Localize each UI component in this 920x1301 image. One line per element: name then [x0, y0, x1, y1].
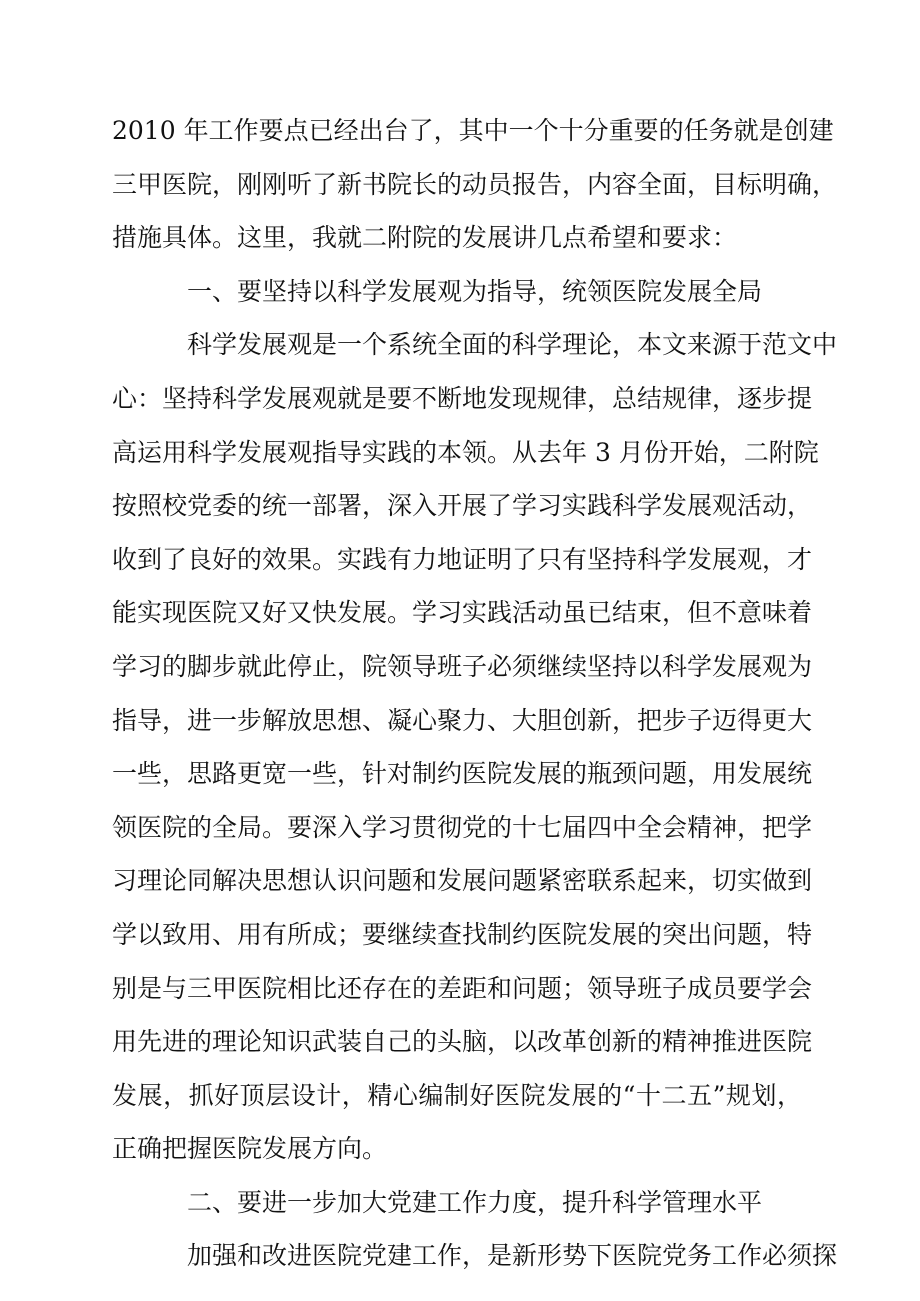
section-heading-1: 一、要坚持以科学发展观为指导，统领医院发展全局: [187, 276, 763, 306]
text-line: 习理论同解决思想认识问题和发展问题紧密联系起来，切实做到: [112, 866, 813, 896]
text-line: 别是与三甲医院相比还存在的差距和问题；领导班子成员要学会: [112, 973, 813, 1003]
text-line: 收到了良好的效果。实践有力地证明了只有坚持科学发展观，才: [112, 544, 813, 574]
text-line: 科学发展观是一个系统全面的科学理论，本文来源于范文中: [187, 330, 838, 360]
text-line: 能实现医院又好又快发展。学习实践活动虽已结束，但不意味着: [112, 598, 813, 628]
document-body: [112, 104, 838, 1283]
text-line: 正确把握医院发展方向。: [112, 1134, 388, 1164]
text-line: 三甲医院，刚刚听了新书院长的动员报告，内容全面，目标明确，: [112, 169, 838, 199]
text-line: 指导，进一步解放思想、凝心聚力、大胆创新，把步子迈得更大: [112, 705, 813, 735]
text-line: 2010 年工作要点已经出台了，其中一个十分重要的任务就是创建: [112, 116, 834, 145]
text-line: 高运用科学发展观指导实践的本领。从去年 3 月份开始，二附院: [112, 437, 819, 467]
section-heading-2: 二、要进一步加大党建工作力度，提升科学管理水平: [187, 1187, 763, 1217]
text-line: 心：坚持科学发展观就是要不断地发现规律，总结规律，逐步提: [112, 383, 813, 413]
text-line: 措施具体。这里，我就二附院的发展讲几点希望和要求：: [112, 223, 738, 253]
text-line: 发展，抓好顶层设计，精心编制好医院发展的“十二五”规划，: [112, 1080, 802, 1110]
text-line: 领医院的全局。要深入学习贯彻党的十七届四中全会精神，把学: [112, 812, 813, 842]
text-line: 学以致用、用有所成；要继续查找制约医院发展的突出问题，特: [112, 919, 813, 949]
text-line: 按照校党委的统一部署，深入开展了学习实践科学发展观活动，: [112, 491, 813, 521]
text-line: 学习的脚步就此停止，院领导班子必须继续坚持以科学发展观为: [112, 651, 813, 681]
text-line: 用先进的理论知识武装自己的头脑，以改革创新的精神推进医院: [112, 1027, 813, 1057]
text-line: 一些，思路更宽一些，针对制约医院发展的瓶颈问题，用发展统: [112, 759, 813, 789]
text-line: 加强和改进医院党建工作，是新形势下医院党务工作必须探: [187, 1241, 838, 1271]
